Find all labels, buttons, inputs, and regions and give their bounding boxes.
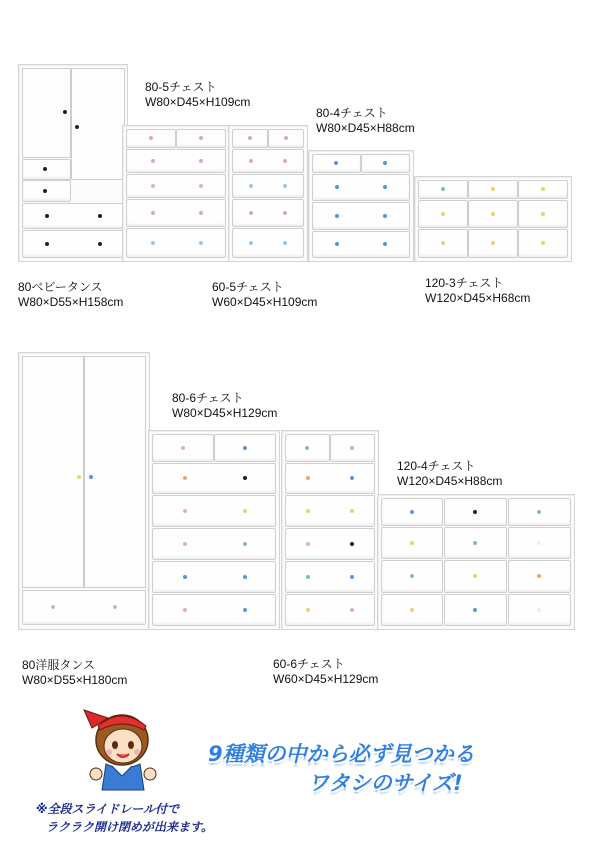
drawer [126,199,226,227]
item-name: 80ベビータンス [18,280,103,294]
drawer [444,498,507,526]
drawer [22,230,125,258]
drawer [312,202,410,230]
drawer [232,199,304,227]
drawer [468,229,518,258]
drawer [126,129,176,148]
item-name: 80-6チェスト [172,391,244,405]
drawer [381,560,443,593]
item-size: W80×D45×H109cm [145,95,251,109]
drawer [152,434,214,462]
drawer [285,594,375,626]
drawer [381,594,443,626]
wardrobe-80 [18,352,150,630]
drawer [232,174,304,198]
drawer [268,129,304,148]
drawer [232,228,304,258]
item-label [397,459,502,489]
drawer [508,560,571,593]
chest-120-3 [414,176,572,262]
item-size: W60×D45×H129cm [273,672,379,686]
drawer [176,129,226,148]
drawer [152,594,276,626]
drawer [468,180,518,199]
note-line1: ※全段スライドレール付で [36,802,180,816]
drawer [418,200,468,228]
knob [63,110,67,114]
drawer [508,594,571,626]
chest-120-4 [377,494,575,630]
item-label [273,657,378,687]
drawer [126,174,226,198]
chest-60-5 [228,125,308,262]
drawer [152,495,276,527]
item-label [18,280,123,310]
item-name: 60-5チェスト [212,280,284,294]
chest-80-5 [122,125,230,262]
drawer [152,561,276,593]
chest-80-4 [308,150,414,262]
chest-60-6 [281,430,379,630]
drawer [214,434,276,462]
item-name: 120-4チェスト [397,459,476,473]
drawer [418,180,468,199]
drawer [518,229,568,258]
drawer [312,174,410,201]
headline-line1: 9種類の中から必ず見つかる [208,742,475,766]
drawer [232,129,268,148]
mascot-girl-illustration [78,700,166,792]
baby-tansu-80 [18,64,128,262]
drawer [126,149,226,173]
drawer [312,231,410,258]
drawer [381,527,443,559]
drawer [285,463,375,494]
item-size: W60×D45×H109cm [212,295,318,309]
drawer [126,228,226,258]
drawer [444,527,507,559]
item-size: W120×D45×H68cm [425,291,531,305]
drawer [508,527,571,559]
headline-line2: ワタシのサイズ! [308,771,463,795]
drawer [468,200,518,228]
wardrobe-door-right [84,356,146,588]
drawer [232,149,304,173]
item-label [425,276,530,306]
item-label [172,391,277,421]
item-name: 80-4チェスト [316,106,388,120]
item-label [316,106,415,136]
drawer [518,180,568,199]
drawer [361,154,410,173]
item-label [145,80,250,110]
drawer [152,528,276,560]
item-name: 80洋服タンス [22,658,95,672]
item-name: 60-6チェスト [273,657,345,671]
drawer [444,560,507,593]
drawer [285,561,375,593]
drawer [381,498,443,526]
item-name: 120-3チェスト [425,276,504,290]
item-size: W80×D55×H180cm [22,673,128,687]
drawer [22,180,71,202]
note-line2: ラクラク開け閉めが出来ます。 [46,820,214,834]
item-size: W80×D45×H88cm [316,121,415,135]
drawer [152,463,276,494]
drawer [285,528,375,560]
drawer [418,229,468,258]
chest-80-6 [148,430,280,630]
drawer [312,154,361,173]
drawer [22,590,146,625]
drawer [330,434,375,462]
knob [77,475,81,479]
drawer [285,434,330,462]
item-name: 80-5チェスト [145,80,217,94]
item-size: W80×D45×H129cm [172,406,278,420]
item-label [22,658,127,688]
item-size: W120×D45×H88cm [397,474,503,488]
item-label [212,280,317,310]
drawer [508,498,571,526]
drawer [22,159,71,180]
drawer [22,203,125,229]
knob [75,125,79,129]
knob [89,475,93,479]
baby-tansu-door-right [71,68,125,180]
drawer [444,594,507,626]
drawer [518,200,568,228]
drawer [285,495,375,527]
item-size: W80×D55×H158cm [18,295,124,309]
wardrobe-door-left [22,356,84,588]
